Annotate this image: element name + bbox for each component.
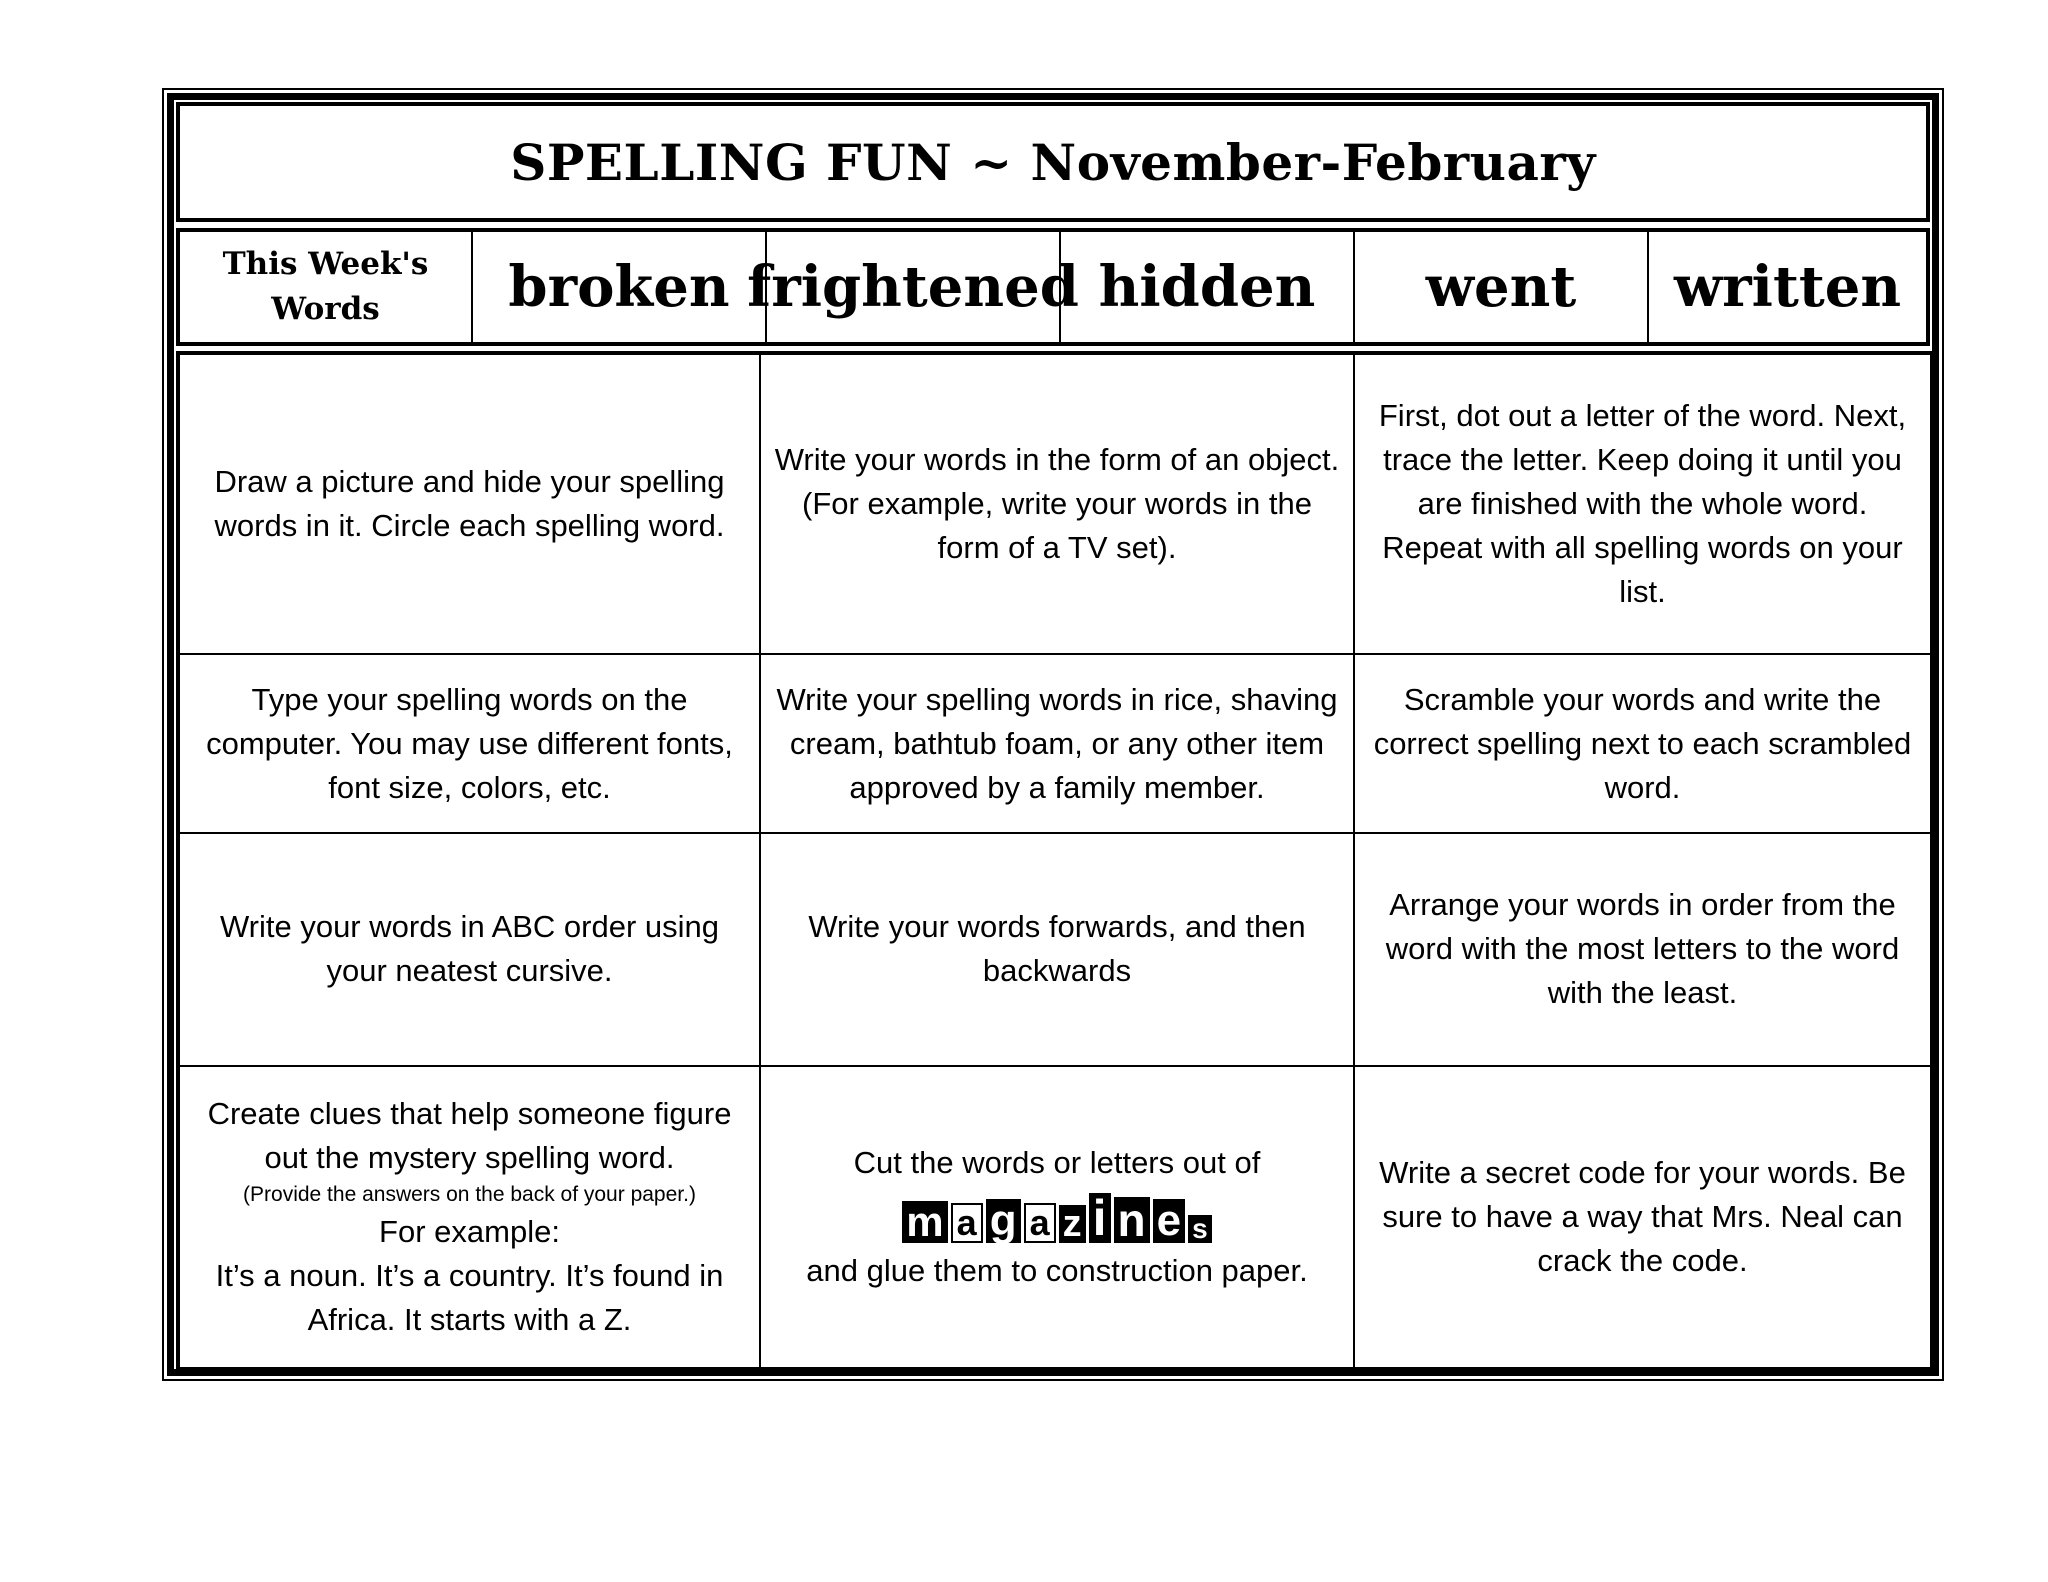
activity-cell <box>760 833 1354 1066</box>
activity-cell <box>1354 654 1932 833</box>
weekly-words-row <box>176 228 1930 346</box>
activity-text: and glue them to construction paper. <box>806 1252 1308 1288</box>
activity-text: Scramble your words and write the correct spelling next to each scrambled word. <box>1373 681 1912 805</box>
activity-text: Repeat with all spelling words on your list. <box>1382 530 1903 610</box>
words-label-cell <box>180 232 471 342</box>
magazine-letter: a <box>951 1203 983 1243</box>
activity-grid <box>176 351 1934 1371</box>
word-cell <box>1647 232 1926 342</box>
activity-text: Arrange your words in order from the word with the most letters to the word with the least. <box>1385 887 1900 1011</box>
activity-cell <box>178 353 760 654</box>
activity-cell <box>760 353 1354 654</box>
activity-text: Write a secret code for your words. Be sure to have a way that Mrs. Neal can crack the code. <box>1379 1154 1906 1278</box>
magazines-letters <box>902 1189 1211 1246</box>
magazine-letter: e <box>1153 1199 1185 1243</box>
activity-cell <box>1354 353 1932 654</box>
magazine-letter: s <box>1188 1215 1212 1243</box>
activity-cell <box>1354 833 1932 1066</box>
activity-cell <box>178 833 760 1066</box>
activity-cell <box>760 1066 1354 1369</box>
activity-cell <box>178 1066 760 1369</box>
activity-text: Create clues that help someone figure out the mystery spelling word. <box>207 1095 732 1175</box>
activity-row <box>178 833 1932 1066</box>
magazine-letter: m <box>902 1201 947 1243</box>
activity-cell <box>1354 1066 1932 1369</box>
word-cell <box>1353 232 1647 342</box>
activity-text: Write your words in the form of an object. <box>774 442 1340 478</box>
activity-text: Write your words forwards, and then backwards <box>808 909 1306 989</box>
word-cell <box>471 232 765 342</box>
activity-text: Write your words in ABC order using your neatest cursive. <box>219 909 720 989</box>
spelling-word: broken <box>508 254 730 320</box>
activity-text: Type your spelling words on the computer. You may use different fonts, font size, colors, etc. <box>206 681 733 805</box>
activity-text: (For example, write your words in the form of a TV set). <box>802 486 1312 566</box>
activity-cell <box>760 654 1354 833</box>
activity-row <box>178 353 1932 654</box>
spelling-word: went <box>1425 254 1577 320</box>
page-title: SPELLING FUN ~ November-February <box>510 132 1596 192</box>
example-label: For example: <box>379 1213 560 1249</box>
magazine-letter: n <box>1114 1197 1150 1243</box>
words-label: This Week's Words <box>222 246 429 327</box>
activity-text: Draw a picture and hide your spelling words in it. Circle each spelling word. <box>214 464 725 544</box>
activity-row <box>178 1066 1932 1369</box>
spelling-word: written <box>1673 254 1902 320</box>
word-cell <box>747 232 1079 342</box>
activity-note: (Provide the answers on the back of your paper.) <box>243 1182 696 1206</box>
magazine-letter: a <box>1024 1203 1056 1243</box>
activity-cell <box>178 654 760 833</box>
activity-text: Write your spelling words in rice, shaving cream, bathtub foam, or any other item approved by a family member. <box>776 681 1338 805</box>
activity-text: Cut the words or letters out of <box>853 1144 1261 1180</box>
spelling-word: frightened <box>747 254 1079 320</box>
magazine-letter: z <box>1059 1205 1086 1243</box>
word-cell <box>1059 232 1353 342</box>
activity-text: It’s a noun. It’s a country. It’s found in Africa. It starts with a Z. <box>215 1257 724 1337</box>
magazine-letter: g <box>986 1199 1021 1243</box>
title-box <box>176 102 1930 222</box>
activity-text: First, dot out a letter of the word. Next, trace the letter. Keep doing it until you are finished with the whole word. <box>1378 398 1907 522</box>
spelling-word: hidden <box>1098 254 1316 320</box>
activity-row <box>178 654 1932 833</box>
magazine-letter: i <box>1089 1193 1111 1243</box>
